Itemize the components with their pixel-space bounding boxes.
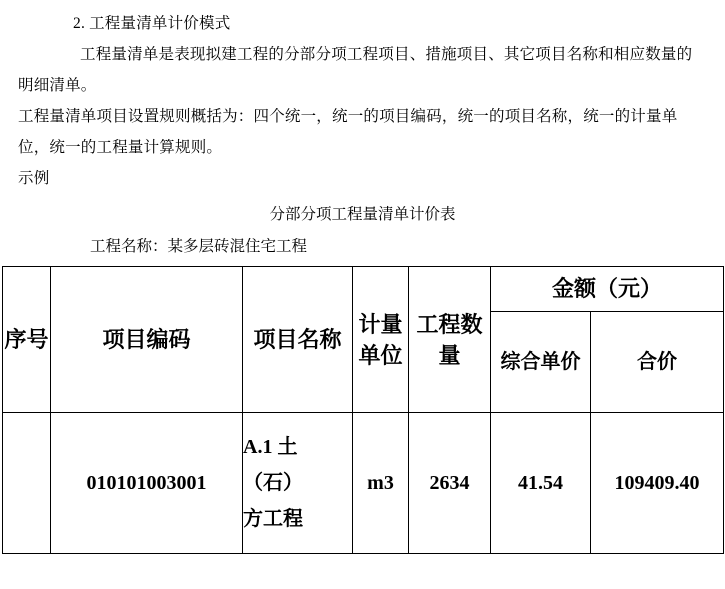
cell-unit: m3 xyxy=(353,413,409,554)
cell-code: 010101003001 xyxy=(51,413,243,554)
header-code: 项目编码 xyxy=(51,267,243,413)
paragraph-definition: 工程量清单是表现拟建工程的分部分项工程项目、措施项目、其它项目名称和相应数量的明细清单。 xyxy=(18,46,693,94)
bill-table-wrapper xyxy=(0,266,725,554)
paragraph-heading: 2. 工程量清单计价模式 xyxy=(73,15,231,32)
cell-seq xyxy=(3,413,51,554)
table-row xyxy=(3,413,724,554)
cell-name-line-1: A.1 土 xyxy=(243,436,298,458)
header-total-price: 合价 xyxy=(591,312,724,413)
bill-table xyxy=(2,266,724,554)
cell-total-price: 109409.40 xyxy=(591,413,724,554)
header-quantity: 工程数量 xyxy=(409,267,491,413)
cell-name-line-3: 方工程 xyxy=(243,508,303,530)
header-unit: 计量单位 xyxy=(353,267,409,413)
cell-name-line-2: （石） xyxy=(243,472,303,494)
cell-unit-price: 41.54 xyxy=(491,413,591,554)
header-name: 项目名称 xyxy=(243,267,353,413)
text-block xyxy=(0,0,725,194)
project-name-label: 工程名称：某多层砖混住宅工程 xyxy=(90,238,308,255)
paragraph-rules: 工程量清单项目设置规则概括为：四个统一，统一的项目编码，统一的项目名称，统一的计量单位，统一的工程量计算规则。 xyxy=(18,108,678,156)
table-header-row-1 xyxy=(3,267,724,312)
cell-quantity: 2634 xyxy=(409,413,491,554)
cell-name xyxy=(243,413,353,554)
paragraph-example-label: 示例 xyxy=(18,170,50,187)
header-unit-price: 综合单价 xyxy=(491,312,591,413)
header-money-group: 金额（元） xyxy=(491,267,724,312)
header-seq: 序号 xyxy=(3,267,51,413)
table-title: 分部分项工程量清单计价表 xyxy=(269,206,456,223)
